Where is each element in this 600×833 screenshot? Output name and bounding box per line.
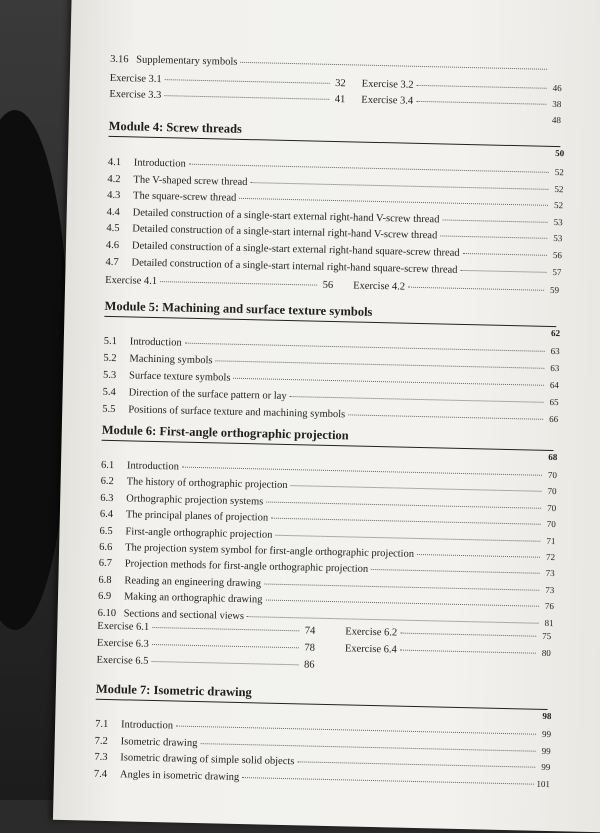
exercise-6-1[interactable]: Exercise 6.1 74: [97, 620, 316, 637]
section-number: 6.3: [100, 492, 114, 504]
section-title: Detailed construction of a single-start external right-hand square-screw thread: [131, 240, 460, 259]
page-number: 65: [549, 396, 559, 408]
page-number: 81: [544, 617, 554, 628]
section-title: Introduction: [126, 460, 180, 473]
section-number: 5.1: [103, 335, 118, 348]
section-title: Introduction: [120, 719, 174, 732]
section-title: The history of orthographic projection: [126, 476, 288, 492]
section-number: 4.3: [106, 190, 121, 202]
section-number: 3.16: [110, 53, 129, 66]
page-number: 76: [544, 601, 555, 612]
section-number: 7.2: [94, 735, 108, 747]
exercise-3-3[interactable]: Exercise 3.3 41: [109, 88, 346, 106]
section-number: 4.2: [107, 173, 121, 185]
page-number: 64: [549, 379, 560, 391]
toc-entry-3-16[interactable]: [110, 54, 550, 75]
module-5-heading[interactable]: Module 5: Machining and surface texture symbols: [104, 298, 373, 319]
toc-entry[interactable]: [102, 404, 558, 425]
page-number: 66: [549, 413, 559, 425]
page-number: 71: [546, 535, 556, 546]
exercise-3-2[interactable]: Exercise 3.2 46: [361, 78, 562, 94]
section-number: 5.3: [102, 369, 117, 382]
exercise-6-4[interactable]: Exercise 6.4 80: [344, 643, 551, 659]
page-number: 53: [553, 233, 563, 244]
section-number: 5.2: [103, 352, 117, 365]
page-number: 63: [550, 345, 560, 357]
section-title: Detailed construction of a single-start internal right-hand V-screw thread: [132, 223, 438, 242]
page-ref-48: 48: [551, 114, 562, 126]
page-number: 57: [552, 266, 562, 277]
page-number: 73: [545, 584, 555, 595]
page-number: 70: [547, 486, 557, 497]
section-number: 4.4: [106, 206, 120, 218]
page-number: 56: [552, 249, 562, 261]
section-number: 6.4: [99, 508, 114, 521]
section-number: 7.3: [94, 751, 108, 764]
section-title: The square-screw thread: [132, 190, 237, 204]
module-7-page: 98: [542, 710, 552, 722]
section-title: The projection system symbol for first-angle orthographic projection: [125, 542, 415, 560]
section-title: Making an orthographic drawing: [123, 591, 263, 606]
section-number: 4.7: [105, 256, 119, 268]
exercise-3-1[interactable]: Exercise 3.1 32: [109, 72, 346, 90]
section-number: 7.1: [94, 718, 109, 731]
page-number: 52: [553, 200, 564, 211]
page-number: 72: [545, 551, 556, 563]
section-title: Angles in isometric drawing: [119, 769, 240, 783]
section-number: 6.7: [98, 558, 113, 570]
page-number: 70: [546, 519, 556, 530]
section-title: Detailed construction of a single-start internal right-hand square-screw thread: [131, 257, 458, 276]
exercise-6-5[interactable]: Exercise 6.5 86: [96, 654, 315, 671]
page-number: 99: [541, 745, 551, 756]
section-title: Direction of the surface pattern or lay: [128, 387, 287, 402]
exercise-6-3[interactable]: Exercise 6.3 78: [96, 637, 316, 654]
exercise-4-1[interactable]: Exercise 4.1 56: [105, 274, 334, 292]
exercise-6-2[interactable]: Exercise 6.2 75: [345, 626, 552, 642]
section-title: Isometric drawing of simple solid objects: [120, 752, 295, 768]
section-title: Detailed construction of a single-start external right-hand V-screw thread: [132, 207, 440, 226]
module-6-page: 68: [548, 451, 558, 463]
module-7-rule: [96, 699, 548, 711]
page-number: 70: [547, 502, 557, 513]
section-number: 6.1: [100, 459, 115, 472]
page-number: 63: [550, 362, 560, 374]
section-title: Positions of surface texture and machining symbols: [128, 404, 346, 421]
page-number: 53: [553, 216, 563, 227]
section-title: Introduction: [133, 157, 186, 170]
page-number: 52: [554, 167, 564, 178]
exercise-3-4[interactable]: Exercise 3.4 38: [361, 94, 562, 110]
section-title: Orthographic projection systems: [126, 493, 264, 508]
section-number: 6.10: [97, 607, 117, 619]
module-4-page: 50: [555, 148, 565, 159]
section-title: Isometric drawing: [120, 735, 198, 749]
section-title: Sections and sectional views: [123, 607, 245, 622]
module-7-heading[interactable]: Module 7: Isometric drawing: [95, 681, 252, 700]
module-6-heading[interactable]: Module 6: First-angle orthographic projection: [101, 422, 349, 443]
section-title: Introduction: [129, 336, 182, 349]
module-4-heading[interactable]: Module 4: Screw threads: [108, 118, 243, 136]
section-number: 5.4: [102, 386, 116, 399]
section-number: 6.5: [99, 525, 113, 537]
section-number: 5.5: [102, 403, 116, 416]
section-title: Machining symbols: [129, 353, 213, 367]
section-title: First-angle orthographic projection: [125, 525, 273, 541]
page-number: 99: [541, 762, 551, 773]
section-number: 4.5: [106, 223, 120, 235]
section-number: 4.1: [107, 156, 122, 169]
section-title: Projection methods for first-angle orthographic projection: [124, 558, 369, 576]
section-title: The V-shaped screw thread: [133, 174, 248, 188]
section-title: Supplementary symbols: [136, 54, 238, 68]
page-number: 99: [541, 728, 552, 740]
section-title: The principal planes of projection: [125, 509, 269, 524]
section-number: 6.8: [98, 574, 112, 586]
module-4-rule: [108, 136, 560, 148]
page-number: 70: [547, 469, 558, 481]
section-title: Reading an engineering drawing: [124, 575, 262, 590]
module-5-page: 62: [551, 327, 561, 339]
page-number: 101: [536, 778, 550, 789]
section-number: 6.9: [97, 590, 112, 603]
section-title: Surface texture symbols: [128, 370, 231, 384]
section-number: 6.2: [100, 476, 114, 488]
book-page: [53, 0, 600, 832]
section-number: 4.6: [105, 239, 120, 252]
page-number: 52: [554, 183, 564, 194]
section-number: 7.4: [93, 768, 108, 780]
exercise-4-2[interactable]: Exercise 4.2 59: [353, 280, 560, 296]
section-number: 6.6: [99, 541, 113, 554]
page-number: 73: [545, 568, 555, 579]
